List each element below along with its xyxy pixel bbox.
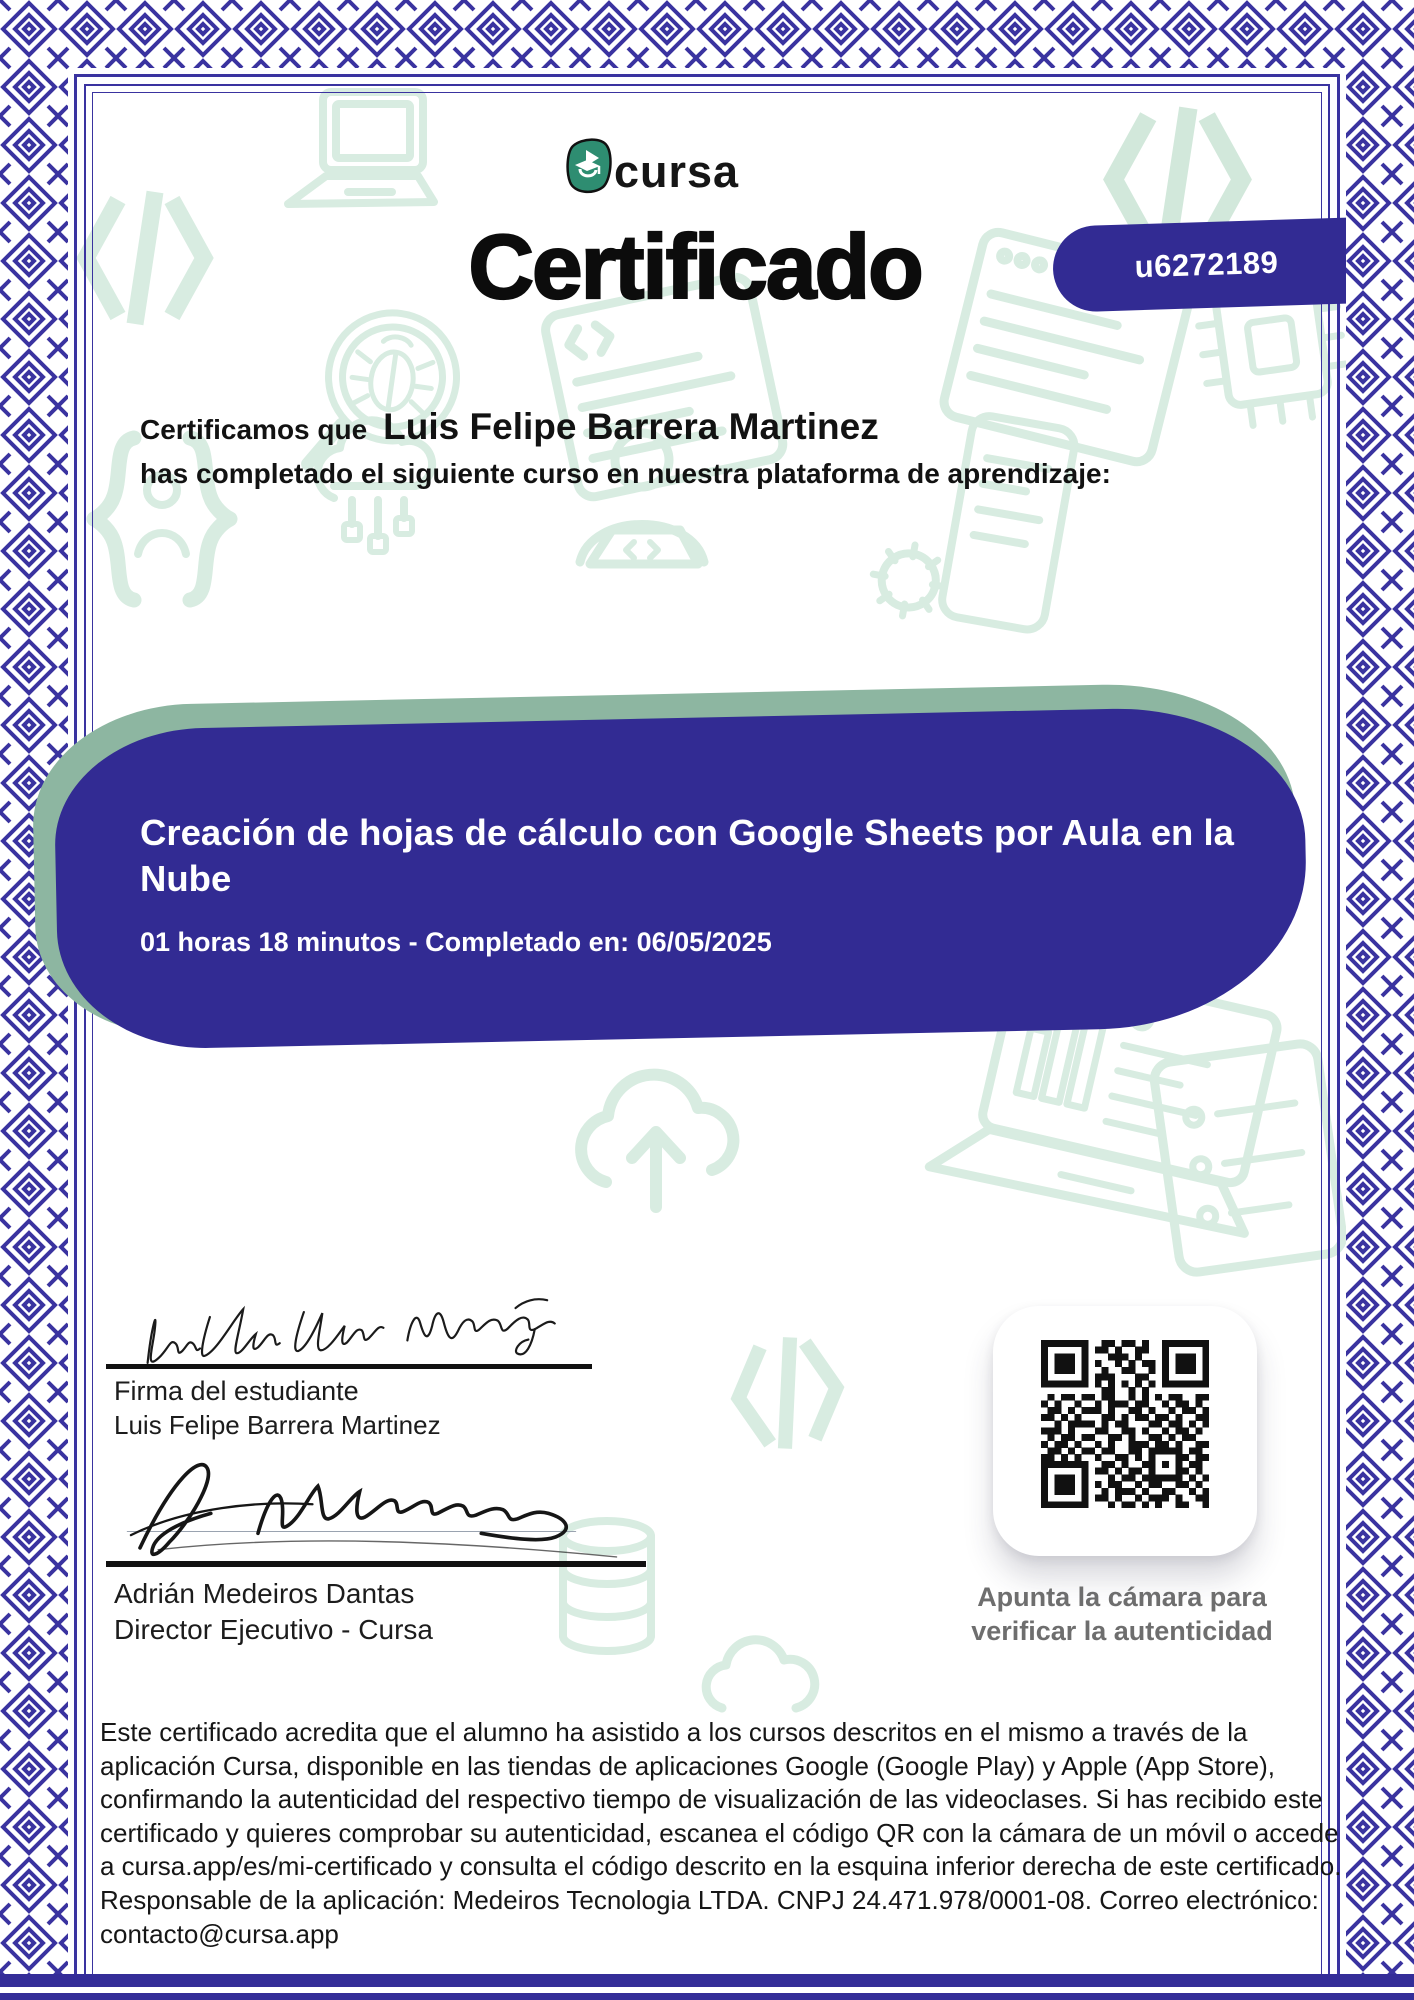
director-signature-script <box>96 1448 656 1566</box>
intro-block <box>140 406 1111 490</box>
qr-caption <box>952 1580 1292 1648</box>
student-signature-name: Luis Felipe Barrera Martinez <box>114 1410 441 1440</box>
certificate-id: u6272189 <box>1134 244 1279 285</box>
course-meta: 01 horas 18 minutos - Completado en: 06/05/2025 <box>140 926 772 957</box>
course-title: Creación de hojas de cálculo con Google Sheets por Aula en la Nube <box>140 812 1234 900</box>
director-role: Director Ejecutivo - Cursa <box>114 1614 433 1645</box>
page-title: Certificado <box>468 217 922 318</box>
student-signature-script <box>99 1283 602 1384</box>
bottom-band <box>0 1974 1414 1987</box>
signature-label: Firma del estudiante <box>114 1376 359 1406</box>
intro-prefix: Certificamos que <box>140 414 368 445</box>
director-signature-name: Adrián Medeiros Dantas <box>114 1578 415 1609</box>
qr-caption-line1: Apunta la cámara para <box>977 1582 1267 1612</box>
signature-line <box>106 1561 646 1567</box>
signature-line <box>106 1364 592 1369</box>
intro-line2: has completado el siguiente curso en nuestra plataforma de aprendizaje: <box>140 458 1111 489</box>
qr-caption-line2: verificar la autenticidad <box>971 1616 1273 1646</box>
bottom-band <box>0 1993 1414 2000</box>
student-name: Luis Felipe Barrera Martinez <box>383 406 879 447</box>
cursa-logo-icon <box>566 138 612 194</box>
footer-legal-text: Este certificado acredita que el alumno ha asistido a los cursos descritos en el mismo a través de la aplicación Cursa, disponible en las tiendas de aplicaciones Google (Google Play) y Apple (App Store), confirmando la autenticidad del respectivo tiempo de visualización de las videoclases. Si has recibido este certificado y quieres comprobar su autenticidad, escanea el código QR con la cámara de un móvil o accede a cursa.app/es/mi-certificado y consulta el código descrito en la esquina inferior derecha de este certificado. Responsable de la aplicación: Medeiros Tecnologia LTDA. CNPJ 24.471.978/0001-08. Correo electrónico: contacto@cursa.app <box>100 1717 1342 1949</box>
brand-wordmark: cursa <box>614 146 740 197</box>
certificate-id-badge <box>1052 217 1362 313</box>
qr-code <box>1041 1340 1209 1508</box>
course-text <box>140 810 1335 958</box>
